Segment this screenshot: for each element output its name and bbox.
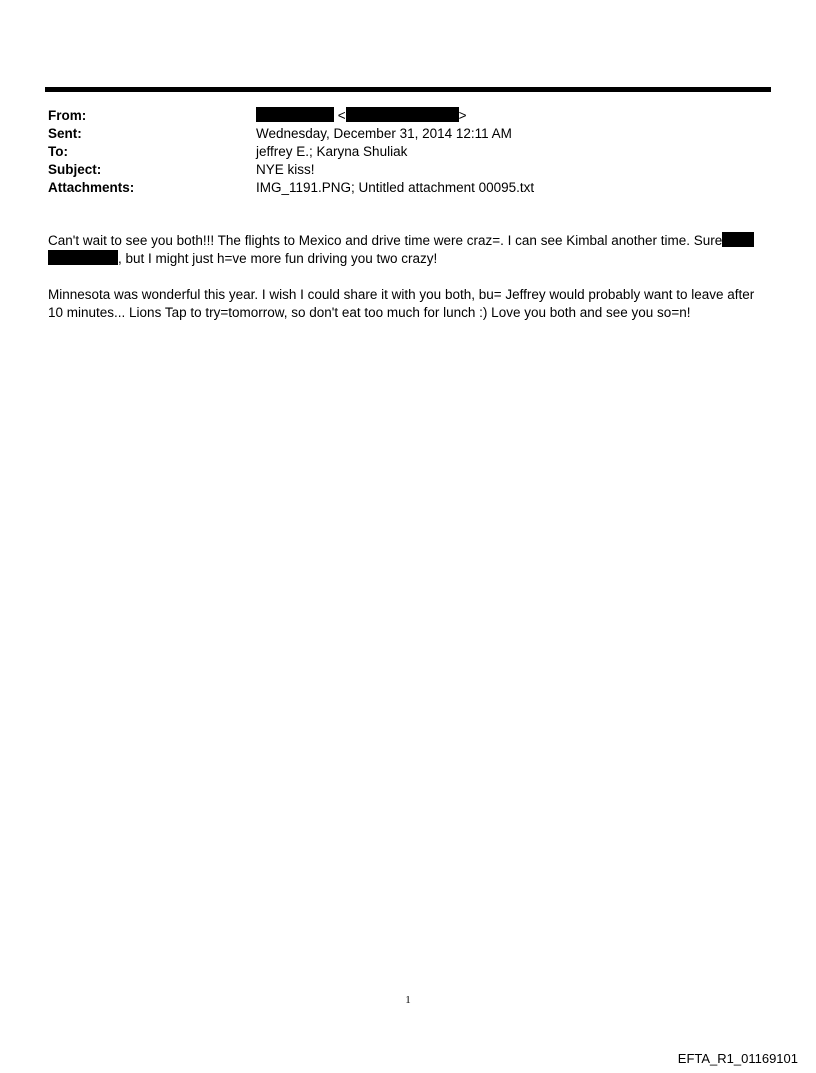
attachments-value: IMG_1191.PNG; Untitled attachment 00095.txt (256, 180, 535, 195)
header-rule (45, 87, 771, 92)
to-label: To: (48, 144, 68, 159)
sent-value: Wednesday, December 31, 2014 12:11 AM (256, 126, 512, 141)
body-paragraph-2: Minnesota was wonderful this year. I wish I could share it with you both, bu= Jeffrey would probably want to leave after 10 minutes... Lions Tap to try=tomorrow, so don't eat too much for lunch :) Love you both and see you so=n! (48, 287, 755, 320)
subject-value: NYE kiss! (256, 162, 315, 177)
from-row (48, 107, 768, 125)
email-header (48, 107, 768, 197)
to-row (48, 143, 768, 161)
from-close-bracket: > (458, 108, 467, 123)
from-value (256, 107, 768, 125)
sent-label: Sent: (48, 126, 82, 141)
from-label: From: (48, 108, 87, 123)
subject-row (48, 161, 768, 179)
attachments-row (48, 179, 768, 197)
redaction-block (256, 107, 334, 122)
redaction-block (48, 250, 118, 265)
body-paragraph-1-part-1: Can't wait to see you both!!! The flights to Mexico and drive time were craz=. I can see Kimbal another time. Sure (48, 233, 723, 248)
subject-label: Subject: (48, 162, 102, 177)
redaction-block (346, 107, 459, 122)
attachments-label: Attachments: (48, 180, 135, 195)
from-open-bracket: < (337, 108, 346, 123)
sent-row (48, 125, 768, 143)
page-number: 1 (405, 994, 411, 1006)
document-id: EFTA_R1_01169101 (677, 1051, 798, 1066)
redaction-block (722, 232, 754, 247)
body-paragraph-1 (48, 232, 770, 268)
body-paragraph-1-part-2: , but I might just h=ve more fun driving you two crazy! (118, 251, 438, 266)
email-body (48, 232, 770, 340)
to-value: jeffrey E.; Karyna Shuliak (256, 144, 408, 159)
